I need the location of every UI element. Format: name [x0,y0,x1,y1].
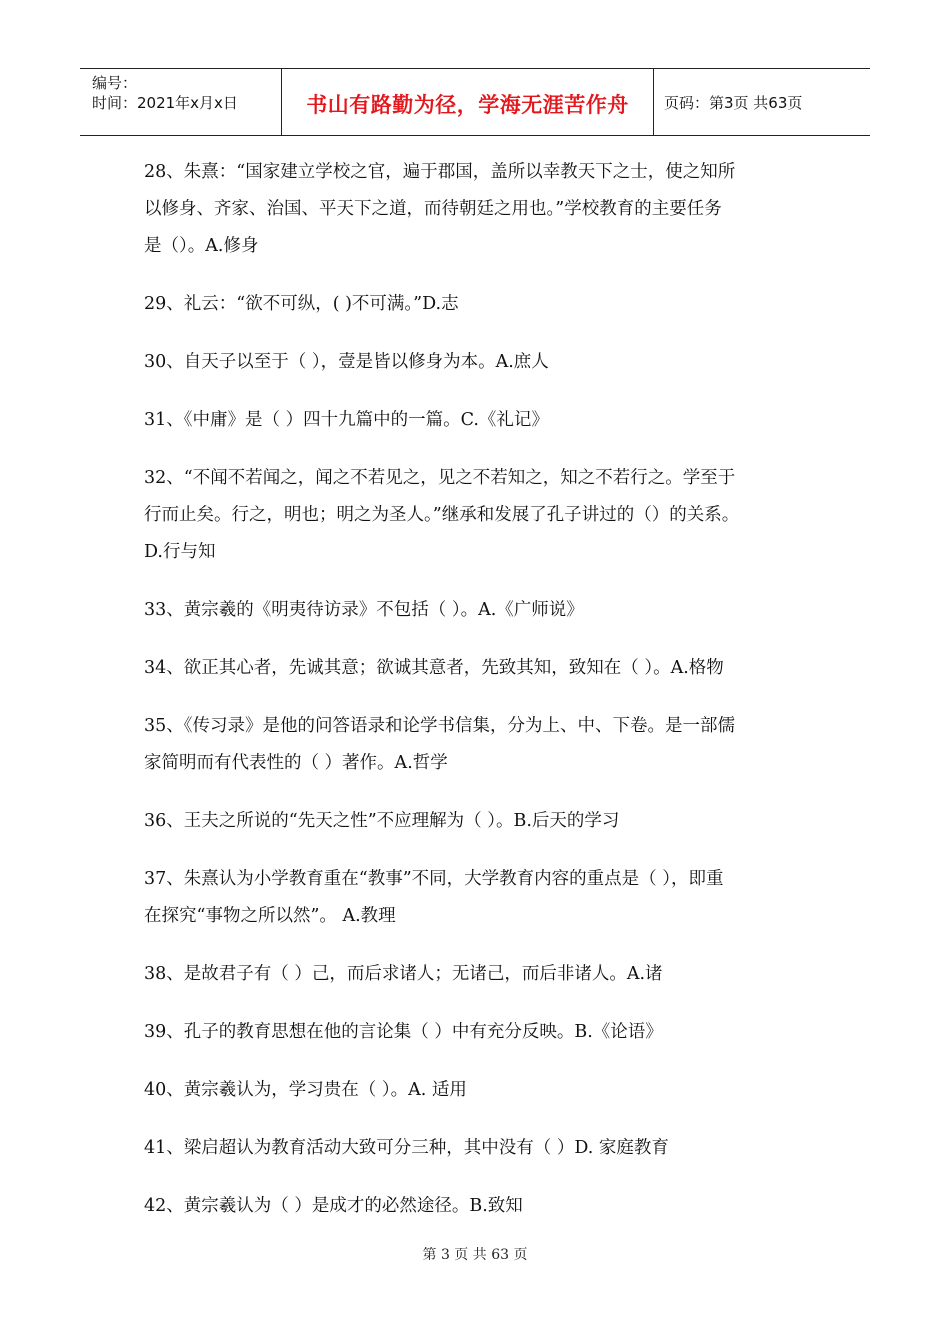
question-line: D.行与知 [144,542,216,562]
page-header [80,68,870,136]
question-line: 41、梁启超认为教育活动大致可分三种，其中没有（ ）D. 家庭教育 [144,1138,669,1158]
question-line: 以修身、齐家、治国、平天下之道，而待朝廷之用也。”学校教育的主要任务 [144,199,722,219]
question-item [144,1014,814,1051]
question-item [144,344,814,381]
question-item [144,286,814,323]
time-label: 时间：2021年x月x日 [92,94,238,112]
question-line: 37、朱熹认为小学教育重在“教事”不同，大学教育内容的重点是（ ），即重 [144,869,724,889]
header-motto: 书山有路勤为径，学海无涯苦作舟 [282,69,654,135]
question-line: 34、欲正其心者，先诚其意；欲诚其意者，先致其知，致知在（ ）。A.格物 [144,658,724,678]
question-item [144,861,814,935]
question-line: 29、礼云：“欲不可纵，( )不可满。”D.志 [144,294,459,314]
question-item [144,956,814,993]
question-item [144,402,814,439]
question-line: 33、黄宗羲的《明夷待访录》不包括（ ）。A.《广师说》 [144,600,584,620]
question-item [144,650,814,687]
question-line: 31、《中庸》是（ ）四十九篇中的一篇。C.《礼记》 [144,410,549,430]
question-item [144,1130,814,1167]
question-item [144,460,814,571]
question-line: 32、“不闻不若闻之，闻之不若见之，见之不若知之，知之不若行之。学至于 [144,468,736,488]
question-item [144,154,814,265]
page-footer: 第 3 页 共 63 页 [422,1247,528,1263]
question-item [144,592,814,629]
question-line: 38、是故君子有（ ）己，而后求诸人；无诸己，而后非诸人。A.诸 [144,964,663,984]
question-item [144,803,814,840]
question-line: 在探究“事物之所以然”。 A.教理 [144,906,396,926]
question-line: 35、《传习录》是他的问答语录和论学书信集，分为上、中、下卷。是一部儒 [144,716,736,736]
question-line: 是（）。A.修身 [144,236,259,256]
question-line: 36、王夫之所说的“先天之性”不应理解为（ ）。B.后天的学习 [144,811,620,831]
question-list [144,154,814,1246]
number-label: 编号： [92,74,138,92]
question-item [144,708,814,782]
question-line: 28、朱熹：“国家建立学校之官，遍于郡国，盖所以幸教天下之士，使之知所 [144,162,736,182]
question-line: 42、黄宗羲认为（ ）是成才的必然途径。B.致知 [144,1196,523,1216]
question-line: 家简明而有代表性的（ ）著作。A.哲学 [144,753,448,773]
question-line: 行而止矣。行之，明也；明之为圣人。”继承和发展了孔子讲过的（）的关系。 [144,505,740,525]
question-line: 30、自天子以至于（ ），壹是皆以修身为本。A.庶人 [144,352,549,372]
header-info [80,69,282,135]
question-item [144,1188,814,1225]
header-page-label: 页码：第3页 共63页 [664,93,803,112]
question-item [144,1072,814,1109]
question-line: 39、孔子的教育思想在他的言论集（ ）中有充分反映。B.《论语》 [144,1022,663,1042]
question-line: 40、黄宗羲认为，学习贵在（ ）。A. 适用 [144,1080,467,1100]
